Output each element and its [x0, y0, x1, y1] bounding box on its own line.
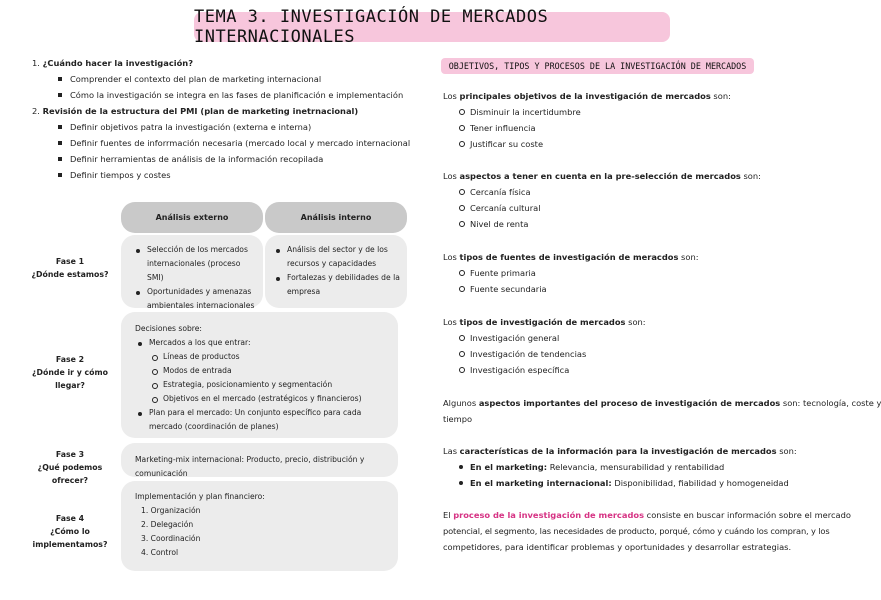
list-item: Cómo la investigación se integra en las fases de planificación e implementación	[56, 87, 403, 103]
text-fragment: son:	[625, 317, 646, 327]
list-item: Definir tiempos y costes	[56, 167, 410, 183]
phase-2-intro: Decisiones sobre:	[135, 324, 202, 333]
text-fragment: potencial, el segmento, las necesidades de producto, porqué, cómo y cuándo los compran, y los	[443, 526, 830, 536]
bold-fragment: aspectos importantes del proceso de investigación de mercados	[478, 398, 781, 408]
phase-3-label	[20, 448, 120, 487]
characteristics-list	[458, 459, 789, 491]
cell-item: Fortalezas y debilidades de la empresa	[275, 271, 401, 299]
sources-list	[458, 265, 547, 297]
list-item: Fuente primaria	[458, 265, 547, 281]
objectives-list	[458, 104, 581, 152]
objectives-intro	[443, 88, 731, 104]
cell-item: Oportunidades y amenazas ambientales internacionales	[135, 285, 257, 313]
preselection-list	[458, 184, 541, 232]
phase-3-cell	[121, 443, 398, 477]
phase-3-title: Fase 3	[55, 450, 85, 459]
bold-fragment: En el marketing:	[470, 462, 548, 472]
list-item: Investigación general	[458, 330, 586, 346]
process-aspects-paragraph	[443, 395, 881, 427]
text-fragment: Los	[443, 171, 460, 181]
list-item	[458, 475, 789, 491]
sub-item: Líneas de productos	[151, 350, 390, 364]
types-intro	[443, 314, 646, 330]
bold-fragment: características de la información para la investigación de mercados	[459, 446, 777, 456]
cell-item: Análisis del sector y de los recursos y capacidades	[275, 243, 401, 271]
q1-list	[56, 71, 403, 103]
phase-1-external-cell	[121, 235, 263, 308]
ordered-item: 1. Organización	[141, 506, 201, 515]
phase-2-cell	[121, 312, 398, 438]
text-fragment: son:	[776, 446, 797, 456]
bold-fragment: tipos de investigación de mercados	[459, 317, 626, 327]
list-item: Fuente secundaria	[458, 281, 547, 297]
section-heading: OBJETIVOS, TIPOS Y PROCESOS DE LA INVESTIGACIÓN DE MERCADOS	[441, 58, 754, 74]
cell-item: Mercados a los que entrar:	[137, 336, 390, 350]
list-item: Comprender el contexto del plan de marketing internacional	[56, 71, 403, 87]
text-fragment: consiste en buscar información sobre el mercado	[644, 510, 851, 520]
characteristics-intro	[443, 443, 797, 459]
phase-4-intro: Implementación y plan financiero:	[135, 492, 265, 501]
phase-2-question: ¿Dónde ir y cómo llegar?	[32, 368, 108, 390]
header-external-analysis: Análisis externo	[121, 202, 263, 233]
q1-number: 1.	[32, 58, 40, 68]
text-fragment: son: tecnología, coste y	[780, 398, 881, 408]
phase-4-question: ¿Cómo lo implementamos?	[32, 527, 108, 549]
phase-3-content: Marketing-mix internacional: Producto, precio, distribución y comunicación	[135, 455, 365, 478]
text-fragment: son:	[678, 252, 699, 262]
list-item: Tener influencia	[458, 120, 581, 136]
text-fragment: El	[443, 510, 454, 520]
text-fragment: son:	[740, 171, 761, 181]
question-2	[32, 103, 358, 119]
q2-label: Revisión de la estructura del PMI (plan de marketing inetrnacional)	[42, 106, 359, 116]
phase-4-label	[20, 512, 120, 551]
list-item: Investigación de tendencias	[458, 346, 586, 362]
text-fragment: competidores, para identificar problemas y oportunidades y desarrollar estrategias.	[443, 542, 792, 552]
process-definition-paragraph	[443, 507, 851, 555]
bold-fragment: tipos de fuentes de investigación de meracdos	[459, 252, 679, 262]
text-fragment: tiempo	[443, 414, 473, 424]
text-fragment: Los	[443, 252, 460, 262]
list-item: Investigación específica	[458, 362, 586, 378]
list-item: Definir objetivos patra la investigación (externa e interna)	[56, 119, 410, 135]
text-fragment: Los	[443, 317, 460, 327]
cell-item: Selección de los mercados internacionales (proceso SMI)	[135, 243, 257, 285]
list-item: Cercanía cultural	[458, 200, 541, 216]
phase-1-label	[20, 255, 120, 281]
bold-fragment: aspectos a tener en cuenta en la pre-selección de mercados	[459, 171, 741, 181]
text-fragment: son:	[710, 91, 731, 101]
header-internal-analysis: Análisis interno	[265, 202, 407, 233]
list-item: Disminuir la incertidumbre	[458, 104, 581, 120]
list-item	[458, 459, 789, 475]
list-item: Cercanía física	[458, 184, 541, 200]
sub-item: Estrategia, posicionamiento y segmentación	[151, 378, 390, 392]
phase-1-question: ¿Dónde estamos?	[31, 270, 109, 279]
list-item: Definir fuentes de inforrmación necesaria (mercado local y mercado internacional	[56, 135, 410, 151]
sub-item: Modos de entrada	[151, 364, 390, 378]
phase-4-cell	[121, 481, 398, 571]
phase-1-title: Fase 1	[55, 257, 85, 266]
ordered-item: 3. Coordinación	[141, 534, 201, 543]
ordered-item: 4. Control	[141, 548, 179, 557]
question-1	[32, 55, 193, 71]
sources-intro	[443, 249, 699, 265]
phase-2-label	[20, 353, 120, 392]
list-item: Justificar su coste	[458, 136, 581, 152]
phase-1-internal-cell	[265, 235, 407, 308]
text-fragment: Relevancia, mensurabilidad y rentabilidad	[547, 462, 725, 472]
phase-2-title: Fase 2	[55, 355, 85, 364]
page-title: TEMA 3. INVESTIGACIÓN DE MERCADOS INTERNACIONALES	[194, 12, 670, 42]
highlight-fragment: proceso de la investigación de mercados	[453, 510, 645, 520]
sub-item: Objetivos en el mercado (estratégicos y financieros)	[151, 392, 390, 406]
q1-label: ¿Cuándo hacer la investigación?	[42, 58, 194, 68]
phase-4-title: Fase 4	[55, 514, 85, 523]
q2-list	[56, 119, 410, 183]
cell-item: Plan para el mercado: Un conjunto específico para cada mercado (coordinación de planes)	[137, 406, 377, 434]
q2-number: 2.	[32, 106, 40, 116]
types-list	[458, 330, 586, 378]
text-fragment: Las	[443, 446, 460, 456]
list-item: Nivel de renta	[458, 216, 541, 232]
phase-3-question: ¿Qué podemos ofrecer?	[37, 463, 103, 485]
text-fragment: Algunos	[443, 398, 479, 408]
bold-fragment: principales objetivos de la investigación de mercados	[459, 91, 711, 101]
bold-fragment: En el marketing internacional:	[470, 478, 612, 488]
text-fragment: Disponibilidad, fiabilidad y homogeneidad	[611, 478, 789, 488]
ordered-item: 2. Delegación	[141, 520, 194, 529]
preselection-intro	[443, 168, 761, 184]
text-fragment: Los	[443, 91, 460, 101]
list-item: Definir herramientas de análisis de la información recopilada	[56, 151, 410, 167]
